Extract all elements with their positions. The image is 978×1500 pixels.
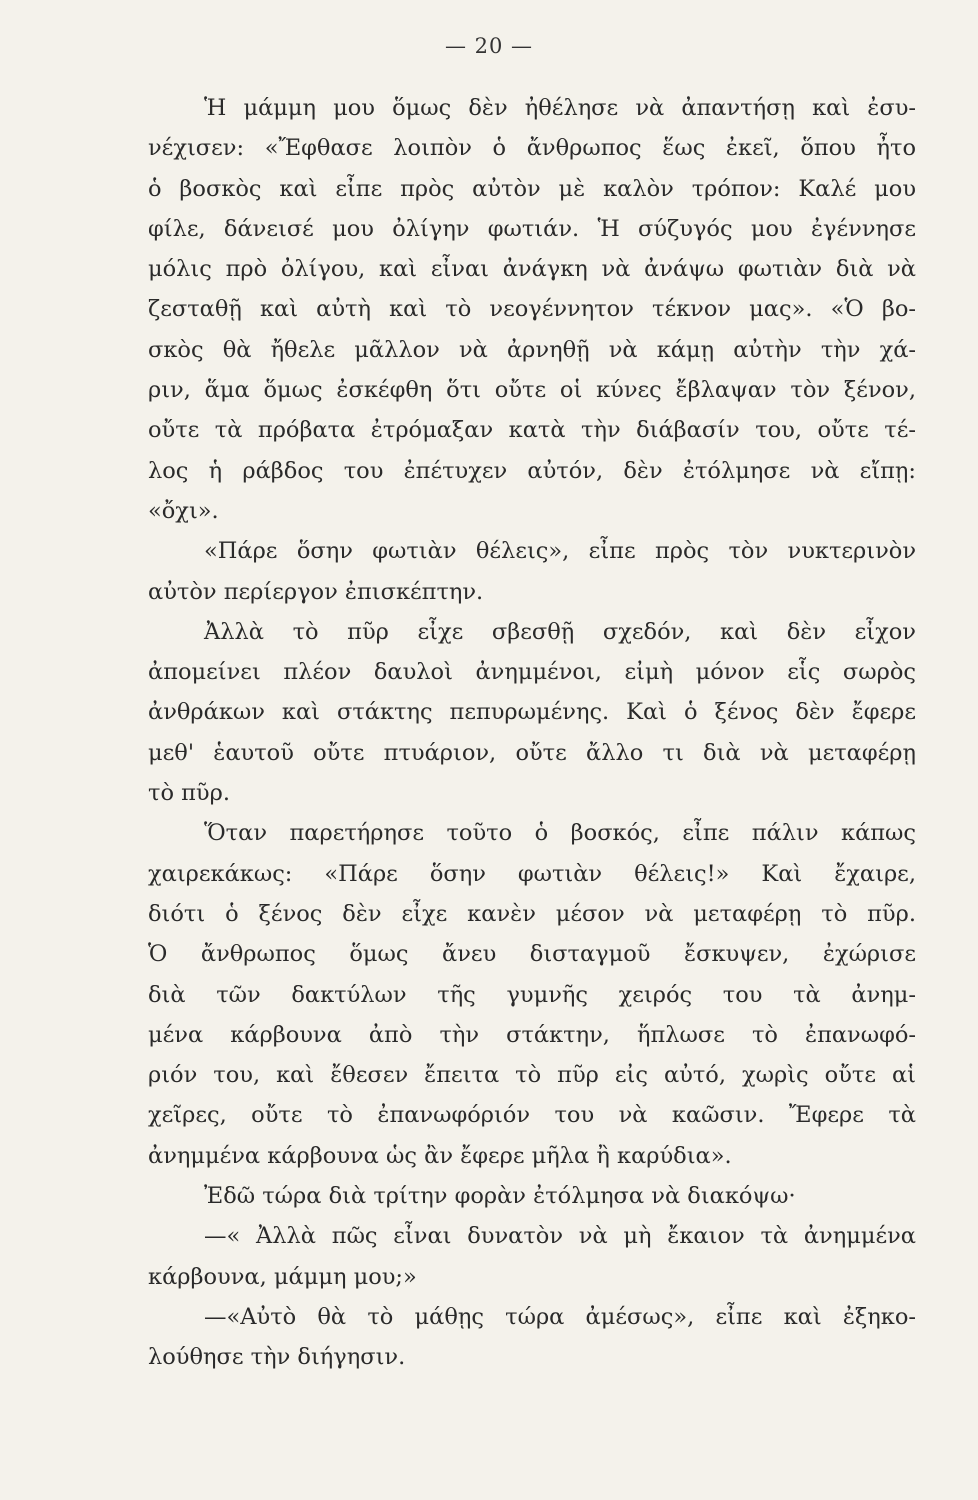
text-line: μεθ' ἑαυτοῦ οὔτε πτυάριον, οὔτε ἄλλο τι διὰ νὰ μεταφέρῃ: [148, 739, 916, 766]
text-line: Ἐδῶ τώρα διὰ τρίτην φορὰν ἐτόλμησα νὰ διακόψω·: [204, 1183, 796, 1210]
text-line: —«Αὐτὸ θὰ τὸ μάθῃς τώρα ἀμέσως», εἶπε καὶ ἐξηκο-: [204, 1303, 916, 1330]
text-line: ὁ βοσκὸς καὶ εἶπε πρὸς αὐτὸν μὲ καλὸν τρόπον: Καλέ μου: [148, 175, 916, 202]
text-line: τὸ πῦρ.: [148, 780, 230, 807]
text-line: «ὄχι».: [148, 497, 219, 524]
text-line: «Πάρε ὅσην φωτιὰν θέλεις», εἶπε πρὸς τὸν νυκτερινὸν: [204, 538, 916, 565]
text-line: Ἡ μάμμη μου ὅμως δὲν ἠθέλησε νὰ ἀπαντήσῃ καὶ ἐσυ-: [204, 95, 916, 121]
text-line: Ἀλλὰ τὸ πῦρ εἶχε σβεσθῇ σχεδόν, καὶ δὲν εἶχον: [204, 618, 916, 645]
text-line: Ὅταν παρετήρησε τοῦτο ὁ βοσκός, εἶπε πάλιν κάπως: [204, 820, 916, 847]
text-line: μόλις πρὸ ὀλίγου, καὶ εἶναι ἀνάγκη νὰ ἀνάψω φωτιὰν διὰ νὰ: [148, 256, 916, 283]
text-line: ἀπομείνει πλέον δαυλοὶ ἀνημμένοι, εἰμὴ μόνον εἷς σωρὸς: [148, 659, 916, 686]
page-number: — 20 —: [444, 34, 534, 58]
text-line: λούθησε τὴν διήγησιν.: [148, 1344, 406, 1371]
text-line: διὰ τῶν δακτύλων τῆς γυμνῆς χειρός του τὰ ἀνημ-: [148, 981, 916, 1008]
body-text: [148, 88, 916, 1378]
text-line: κάρβουνα, μάμμη μου;»: [148, 1263, 417, 1290]
text-line: ριόν του, καὶ ἔθεσεν ἔπειτα τὸ πῦρ εἰς αὐτό, χωρὶς οὔτε αἱ: [148, 1062, 916, 1089]
text-line: σκὸς θὰ ἤθελε μᾶλλον νὰ ἀρνηθῇ νὰ κάμῃ αὐτὴν τὴν χά-: [148, 336, 916, 363]
text-line: ἀνθράκων καὶ στάκτης πεπυρωμένης. Καὶ ὁ ξένος δὲν ἔφερε: [148, 699, 916, 726]
text-line: ζεσταθῇ καὶ αὐτὴ καὶ τὸ νεογέννητον τέκνον μας». «Ὁ βο-: [148, 296, 916, 323]
text-line: λος ἡ ράβδος του ἐπέτυχεν αὐτόν, δὲν ἐτόλμησε νὰ εἴπῃ:: [148, 457, 916, 484]
text-line: χεῖρες, οὔτε τὸ ἐπανωφόριόν του νὰ καῶσιν. Ἔφερε τὰ: [148, 1102, 916, 1129]
text-line: οὔτε τὰ πρόβατα ἐτρόμαξαν κατὰ τὴν διάβασίν του, οὔτε τέ-: [148, 417, 916, 444]
text-line: χαιρεκάκως: «Πάρε ὅσην φωτιὰν θέλεις!» Καὶ ἔχαιρε,: [148, 860, 916, 887]
text-line: φίλε, δάνεισέ μου ὀλίγην φωτιάν. Ἡ σύζυγός μου ἐγέννησε: [148, 215, 916, 242]
text-line: —« Ἀλλὰ πῶς εἶναι δυνατὸν νὰ μὴ ἔκαιον τὰ ἀνημμένα: [204, 1223, 916, 1250]
text-line: μένα κάρβουνα ἀπὸ τὴν στάκτην, ἥπλωσε τὸ ἐπανωφό-: [148, 1021, 916, 1048]
text-line: ἀνημμένα κάρβουνα ὡς ἂν ἔφερε μῆλα ἢ καρύδια».: [148, 1142, 732, 1169]
text-line: αὐτὸν περίεργον ἐπισκέπτην.: [148, 578, 484, 605]
text-line: Ὁ ἄνθρωπος ὅμως ἄνευ δισταγμοῦ ἔσκυψεν, ἐχώρισε: [148, 941, 916, 968]
text-line: ριν, ἅμα ὅμως ἐσκέφθη ὅτι οὔτε οἱ κύνες ἔβλαψαν τὸν ξένον,: [148, 377, 916, 404]
text-line: νέχισεν: «Ἔφθασε λοιπὸν ὁ ἄνθρωπος ἕως ἐκεῖ, ὅπου ἦτο: [148, 135, 916, 162]
text-line: διότι ὁ ξένος δὲν εἶχε κανὲν μέσον νὰ μεταφέρῃ τὸ πῦρ.: [148, 900, 916, 927]
